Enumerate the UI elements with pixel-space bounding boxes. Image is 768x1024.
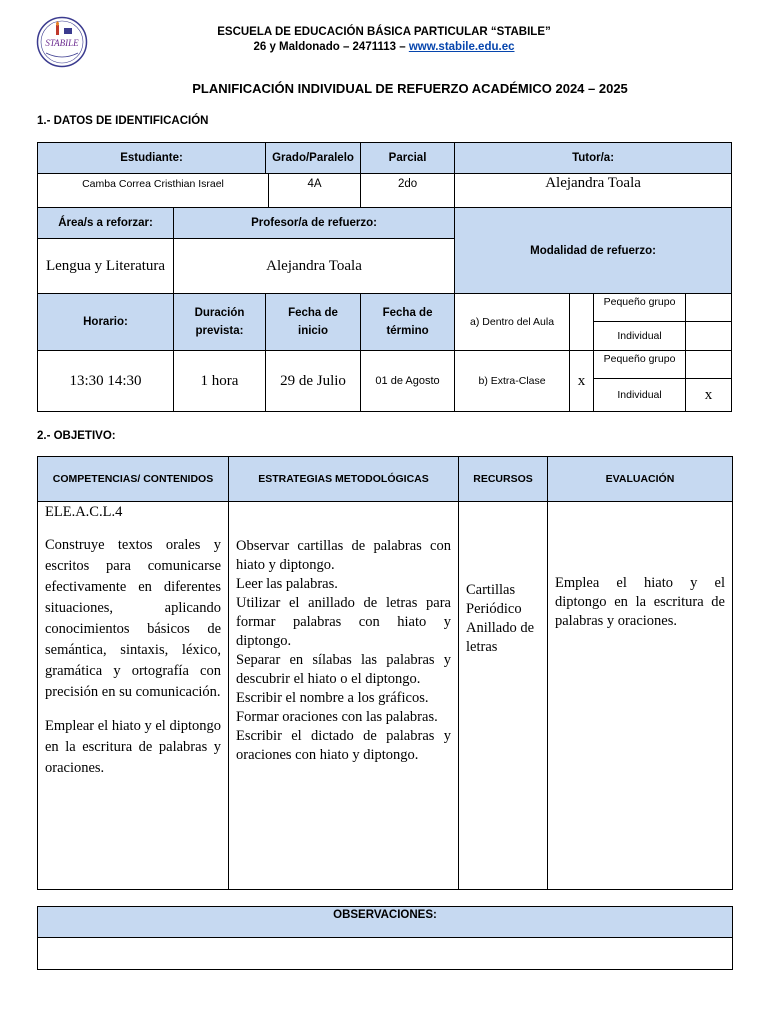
competencia-code: ELE.A.C.L.4 (45, 504, 123, 520)
identification-table (37, 142, 732, 412)
school-address-line (0, 41, 768, 53)
recursos-list (459, 502, 547, 657)
evaluacion-cell (548, 502, 733, 890)
observaciones-label: OBSERVACIONES: (38, 907, 733, 938)
horario-label: Horario: (38, 294, 174, 351)
estrategia-item: Separar en sílabas las palabras y descubrir el hiato o el diptongo. (236, 652, 451, 687)
recursos-header: RECURSOS (459, 457, 548, 502)
profesor-label: Profesor/a de refuerzo: (174, 208, 455, 239)
recurso-item: Periódico (466, 601, 522, 617)
fecha-termino-label: Fecha de término (361, 294, 455, 351)
duracion-label: Duración prevista: (174, 294, 266, 351)
estrategias-list (229, 502, 458, 765)
profesor-value: Alejandra Toala (174, 239, 455, 294)
estrategia-item: Utilizar el anillado de letras para formar palabras con hiato y diptongo. (236, 595, 451, 649)
estrategias-header: ESTRATEGIAS METODOLÓGICAS (229, 457, 459, 502)
section-objective-title: 2.- OBJETIVO: (37, 430, 116, 442)
observaciones-table (37, 906, 733, 970)
evaluacion-header: EVALUACIÓN (548, 457, 733, 502)
fecha-inicio-label: Fecha de inicio (266, 294, 361, 351)
section-identification-title: 1.- DATOS DE IDENTIFICACIÓN (37, 115, 209, 127)
recurso-item: Cartillas (466, 582, 516, 598)
area-value: Lengua y Literatura (38, 239, 174, 294)
estrategia-item: Escribir el dictado de palabras y oraciones con hiato y diptongo. (236, 728, 451, 763)
recursos-cell (459, 502, 548, 890)
modalidad-dentro-aula-mark (570, 294, 594, 351)
modalidad-dentro-aula: a) Dentro del Aula (455, 294, 570, 351)
competencias-header: COMPETENCIAS/ CONTENIDOS (38, 457, 229, 502)
parcial-label: Parcial (361, 143, 455, 174)
modalidad-extra-clase-mark: x (570, 351, 594, 412)
estrategia-item: Observar cartillas de palabras con hiato y diptongo. (236, 538, 451, 573)
extra-pequeno-grupo-label: Pequeño grupo (594, 351, 686, 379)
parcial-value: 2do (361, 174, 455, 208)
competencias-cell (38, 502, 229, 890)
competencia-objective: Emplear el hiato y el diptongo en la escritura de palabras y oraciones. (45, 718, 221, 776)
fecha-termino-value: 01 de Agosto (361, 351, 455, 412)
svg-text:STABILE: STABILE (45, 38, 79, 48)
dentro-pequeno-grupo-label: Pequeño grupo (594, 294, 686, 322)
grado-value: 4A (269, 174, 361, 208)
dentro-individual-label: Individual (594, 322, 686, 351)
dentro-pequeno-grupo-mark (686, 294, 732, 322)
estrategias-cell (229, 502, 459, 890)
tutor-label: Tutor/a: (455, 143, 732, 174)
evaluacion-text: Emplea el hiato y el diptongo en la escritura de palabras y oraciones. (555, 575, 725, 629)
competencia-description: Construye textos orales y escritos para comunicarse efectivamente en diferentes situaciones, aplicando conocimientos básicos de semántica, sintaxis, léxico, gramática y ortografía con precisión en su comunicación. (45, 537, 221, 700)
extra-pequeno-grupo-mark (686, 351, 732, 379)
school-website-link[interactable]: www.stabile.edu.ec (408, 41, 515, 53)
estrategia-item: Formar oraciones con las palabras. (236, 709, 438, 725)
extra-individual-label: Individual (594, 379, 686, 412)
estrategia-item: Escribir el nombre a los gráficos. (236, 690, 429, 706)
tutor-value: Alejandra Toala (455, 174, 732, 208)
modalidad-label: Modalidad de refuerzo: (455, 208, 732, 294)
school-address: 26 y Maldonado – 2471113 – (253, 41, 409, 53)
extra-individual-mark: x (686, 379, 732, 412)
modalidad-extra-clase: b) Extra-Clase (455, 351, 570, 412)
observaciones-value (38, 938, 733, 970)
estrategia-item: Leer las palabras. (236, 576, 338, 592)
recurso-item: Anillado de letras (466, 620, 535, 655)
dentro-individual-mark (686, 322, 732, 351)
grado-label: Grado/Paralelo (266, 143, 361, 174)
school-name: ESCUELA DE EDUCACIÓN BÁSICA PARTICULAR “STABILE” (217, 26, 551, 38)
estudiante-label: Estudiante: (38, 143, 266, 174)
estudiante-value: Camba Correa Cristhian Israel (38, 174, 269, 208)
objective-table (37, 456, 733, 890)
area-label: Área/s a reforzar: (38, 208, 174, 239)
duracion-value: 1 hora (174, 351, 266, 412)
horario-value: 13:30 14:30 (38, 351, 174, 412)
document-title: PLANIFICACIÓN INDIVIDUAL DE REFUERZO ACADÉMICO 2024 – 2025 (192, 81, 628, 96)
fecha-inicio-value: 29 de Julio (266, 351, 361, 412)
